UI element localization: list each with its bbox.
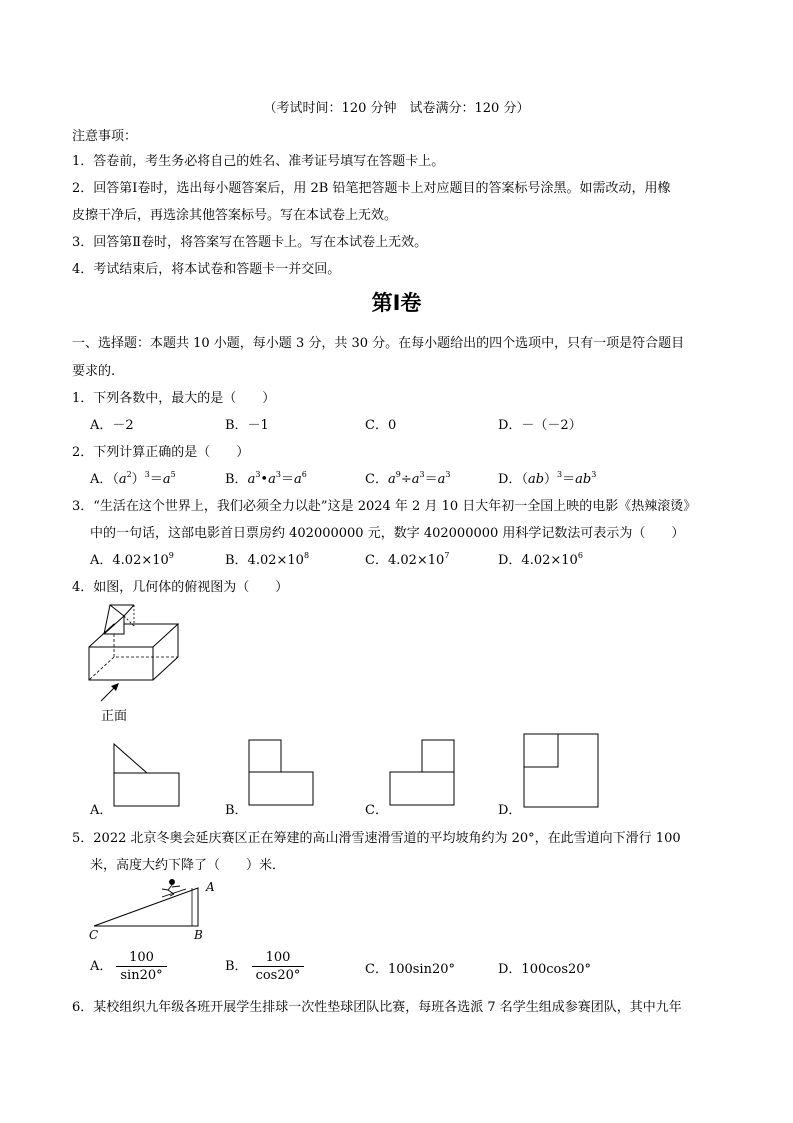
note-item-4: 4．考试结束后，将本试卷和答题卡一并交回。 [72, 262, 341, 277]
note-item-2-cont: 皮擦干净后，再选涂其他答案标号。写在本试卷上无效。 [72, 208, 398, 223]
q4-solid-figure [80, 600, 190, 705]
exam-info: （考试时间：120 分钟 试卷满分：120 分） [263, 101, 530, 116]
q5-option-b: B． $\frac{100}{\cos 20^\circ}$ [225, 950, 304, 983]
q5-option-a: A． $\frac{100}{\sin 20^\circ}$ [90, 950, 167, 983]
section-title: 第Ⅰ卷 [371, 291, 422, 315]
q2-stem: 2．下列计算正确的是（ ） [72, 445, 250, 460]
note-item-2: 2．回答第Ⅰ卷时，选出每小题答案后，用 2B 铅笔把答题卡上对应题目的答案标号涂黑。如需改动，用橡 [72, 181, 671, 196]
q3-stem-line1: 3．“生活在这个世界上，我们必须全力以赴”这是 2024 年 2 月 10 日大年初一全国上映的电影《热辣滚烫》 [72, 499, 697, 514]
q5-option-c: C．100sin20° [365, 962, 456, 977]
q2-option-c: C．$a^9\div a^3=a^3$ [365, 470, 451, 487]
q5-option-d: D．100cos20° [498, 962, 592, 977]
q5-point-b: B [194, 928, 203, 942]
q2-option-d: D．$(ab)^3=ab^3$ [498, 470, 597, 487]
q4-stem: 4．如图，几何体的俯视图为（ ） [72, 580, 289, 595]
q1-option-c: C．0 [365, 418, 397, 433]
q4-option-a-figure [112, 742, 182, 808]
q4-option-b-figure [247, 738, 317, 808]
q4-option-d-figure [522, 732, 602, 810]
q4-option-c-label: C． [365, 803, 388, 818]
q5-point-a: A [206, 880, 215, 894]
notes-title: 注意事项： [72, 129, 138, 144]
section-intro-line2: 要求的. [72, 364, 116, 379]
section-intro-line1: 一、选择题：本题共 10 小题，每小题 3 分，共 30 分。在每小题给出的四个选项中，只有一项是符合题目 [72, 336, 685, 351]
q4-option-b-label: B． [225, 803, 248, 818]
q5-point-c: C [89, 928, 99, 942]
q5-stem-line2: 米，高度大约下降了（ ）米． [90, 858, 286, 873]
q3-option-b: B．$4.02\times 10^8$ [225, 551, 310, 568]
skier-icon [162, 880, 186, 898]
q1-option-a: A．－2 [90, 418, 134, 433]
q1-option-b: B．－1 [225, 418, 269, 433]
q3-option-d: D．$4.02\times 10^6$ [498, 551, 583, 568]
q5-stem-line1: 5．2022 北京冬奥会延庆赛区正在筹建的高山滑雪速滑雪道的平均坡角约为 20°，在此雪道向下滑行 100 [72, 831, 681, 846]
q1-stem: 1．下列各数中，最大的是（ ） [72, 391, 276, 406]
q4-option-a-label: A． [90, 803, 113, 818]
q4-option-d-label: D． [498, 803, 522, 818]
q6-stem: 6．某校组织九年级各班开展学生排球一次性垫球团队比赛，每班各选派 7 名学生组成参赛团队，其中九年 [72, 1000, 682, 1015]
q4-option-c-figure [388, 738, 458, 808]
q1-option-d: D．－（－2） [498, 418, 582, 433]
q4-front-label: 正面 [101, 709, 128, 724]
q3-option-a: A．$4.02\times 10^9$ [90, 551, 174, 568]
note-item-3: 3．回答第Ⅱ卷时，将答案写在答题卡上。写在本试卷上无效。 [72, 235, 428, 250]
q3-stem-line2: 中的一句话，这部电影首日票房约 402000000 元，数字 402000000 用科学记数法可表示为（ ） [90, 526, 685, 541]
q3-option-c: C．$4.02\times 10^7$ [365, 551, 450, 568]
q2-option-a: A．$(a^2)^3=a^5$ [90, 470, 176, 487]
q2-option-b: B．$a^3•a^3=a^6$ [225, 470, 307, 487]
note-item-1: 1．答卷前，考生务必将自己的姓名、准考证号填写在答题卡上。 [72, 154, 445, 169]
